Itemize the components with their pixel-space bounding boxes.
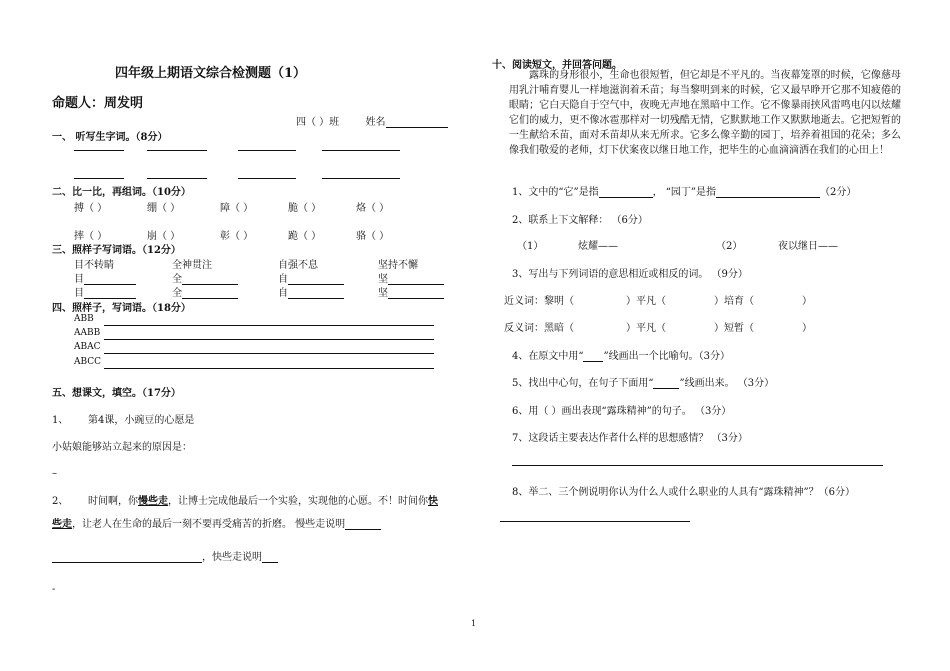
pattern-label: AABB: [74, 328, 101, 338]
page-number: 1: [471, 619, 477, 628]
section-4-heading: 四、照样子，写词语。（18分）: [52, 303, 191, 314]
write-word-row: 目: [74, 284, 136, 299]
emphasis-fast-cont: 些走: [52, 519, 72, 530]
write-word-row: 全: [172, 284, 238, 299]
compare-item[interactable]: 骆（ ）: [356, 231, 390, 242]
answer-dash: -: [52, 584, 56, 595]
compare-item[interactable]: 彰（ ）: [220, 231, 254, 242]
dictation-blank[interactable]: [74, 178, 124, 179]
r-q2-item1-number: （1）: [517, 241, 544, 252]
compare-item[interactable]: 跪（ ）: [288, 231, 322, 242]
section-3-heading: 三、照样子写词语。（12分）: [52, 245, 181, 256]
page-title: 四年级上期语文综合检测题（1）: [115, 66, 307, 81]
pattern-blank[interactable]: [104, 339, 434, 340]
pattern-label: ABCC: [74, 357, 102, 367]
s5-q2-number: 2、: [52, 496, 69, 507]
answer-blank[interactable]: [262, 551, 278, 563]
example-word: 坚持不懈: [378, 260, 418, 271]
synonym-row: 近义词：黎明（ ）平凡（ ）培育（ ）: [504, 296, 812, 307]
antonym-row: 反义词：黑暗（ ）平凡（ ）短暂（ ）: [504, 323, 812, 334]
dictation-blank[interactable]: [147, 150, 207, 151]
pattern-blank[interactable]: [104, 325, 434, 326]
s5-q2-line1: 时间啊，你慢些走，让博士完成他最后一个实验，实现他的心愿。不！时间你快: [88, 496, 438, 507]
r-q7: 7、这段话主要表达作者什么样的思想感情？ （3分）: [512, 433, 748, 444]
line-sample: [653, 377, 679, 389]
write-word-row: 自: [278, 284, 344, 299]
compare-item[interactable]: 障（ ）: [220, 203, 254, 214]
pattern-blank[interactable]: [104, 353, 434, 354]
emphasis-fast: 快: [428, 496, 438, 507]
section-1-heading: 一、 听写生字词。（8分）: [52, 132, 168, 143]
r-q5: 5、找出中心句，在句子下面用“ ”线画出来。 （3分）: [512, 378, 775, 389]
compare-item[interactable]: 烙（ ）: [356, 203, 390, 214]
answer-blank[interactable]: [599, 186, 653, 198]
s5-q2-line3: ，快些走说明: [52, 548, 278, 563]
compare-item[interactable]: 搏（ ）: [74, 203, 108, 214]
s5-q1-number: 1、: [52, 415, 69, 426]
dictation-blank[interactable]: [322, 178, 400, 179]
answer-line[interactable]: [512, 465, 883, 466]
word-blank[interactable]: [288, 287, 344, 299]
left-column: [52, 0, 462, 671]
class-name-row: [296, 113, 448, 128]
name-label: 姓名: [365, 117, 386, 128]
r-q6: 6、用（ ）画出表现“露珠精神”的句子。 （3分）: [512, 406, 732, 417]
dictation-blank[interactable]: [322, 150, 400, 151]
line-sample: [583, 350, 603, 362]
r-q3: 3、写出与下列词语的意思相近或相反的词。 （9分）: [512, 269, 748, 280]
s5-q2-line2: 些走，让老人在生命的最后一刻不要再受痛苦的折磨。 慢些走说明: [52, 515, 381, 530]
write-word-row: 坚: [378, 270, 444, 285]
dictation-blank[interactable]: [74, 150, 124, 151]
emphasis-slow: 慢些走: [138, 496, 168, 507]
answer-blank[interactable]: [716, 186, 820, 198]
class-label: 四（ ）班: [296, 117, 340, 128]
r-q8: 8、举二、三个例说明你认为什么人或什么职业的人具有“露珠精神”？（6分）: [512, 487, 855, 498]
example-word: 全神贯注: [172, 260, 212, 271]
r-q2-item1-word[interactable]: 炫耀——: [578, 241, 618, 252]
right-column: [492, 0, 902, 671]
s5-q1-text: 第4课，小豌豆的心愿是: [88, 415, 195, 426]
dictation-blank[interactable]: [147, 178, 207, 179]
r-q2: 2、联系上下文解释： （6分）: [512, 215, 648, 226]
pattern-label: ABB: [74, 314, 94, 324]
word-blank[interactable]: [84, 287, 136, 299]
answer-line[interactable]: [500, 521, 690, 522]
word-blank[interactable]: [388, 287, 444, 299]
compare-item[interactable]: 绷（ ）: [147, 203, 181, 214]
reading-passage: 露珠的身形很小，生命也很短暂，但它却是不平凡的。当夜幕笼罩的时候，它像慈母用乳汁哺育婴儿一样地滋润着禾苗；每当黎明到来的时候，它又最早睁开它那不知疲倦的眼睛；它白天隐自于空气中，夜晚无声地在黑暗中工作。它不像暴雨挟风雷鸣电闪以炫耀它们的威力，更不像冰雹那样对一切残酷无情，它默默地工作又默默地逝去。它把短暂的一生献给禾苗，面对禾苗却从来无所求。它多么像辛勤的园丁，培养着祖国的花朵；多么像我们敬爱的老师，灯下伏案夜以继日地工作，把毕生的心血滴滴洒在我们的心田上！: [509, 70, 901, 156]
r-q4: 4、在原文中用“ ”线画出一个比喻句。（3分）: [512, 351, 730, 362]
author-line: 命题人：周发明: [52, 96, 144, 111]
r-q1: 1、文中的“它”是指 ， “园丁”是指 （2分）: [512, 187, 857, 198]
name-field[interactable]: [386, 116, 448, 128]
r-q2-item2-number: （2）: [716, 241, 743, 252]
section-2-heading: 二、比一比，再组词。（10分）: [52, 187, 191, 198]
write-word-row: 全: [172, 270, 238, 285]
answer-blank[interactable]: [345, 518, 381, 530]
pattern-blank[interactable]: [104, 368, 434, 369]
r-q2-item2-word[interactable]: 夜以继日——: [778, 241, 838, 252]
answer-dash: –: [52, 468, 57, 479]
write-word-row: 坚: [378, 284, 444, 299]
compare-item[interactable]: 摔（ ）: [74, 231, 108, 242]
dictation-blank[interactable]: [238, 150, 296, 151]
s5-q1b-text: 小姑娘能够站立起来的原因是：: [52, 442, 192, 453]
section-5-heading: 五、想课文，填空。（17分）: [52, 388, 181, 399]
pattern-label: ABAC: [74, 342, 101, 352]
answer-blank[interactable]: [52, 551, 202, 563]
example-word: 自强不息: [278, 260, 318, 271]
dictation-blank[interactable]: [238, 178, 296, 179]
write-word-row: 自: [278, 270, 344, 285]
example-word: 目不转睛: [74, 260, 114, 271]
reading-heading: 十、阅读短文，并回答问题。: [492, 60, 622, 71]
word-blank[interactable]: [182, 287, 238, 299]
compare-item[interactable]: 脆（ ）: [288, 203, 322, 214]
write-word-row: 目: [74, 270, 136, 285]
compare-item[interactable]: 崩（ ）: [147, 231, 181, 242]
